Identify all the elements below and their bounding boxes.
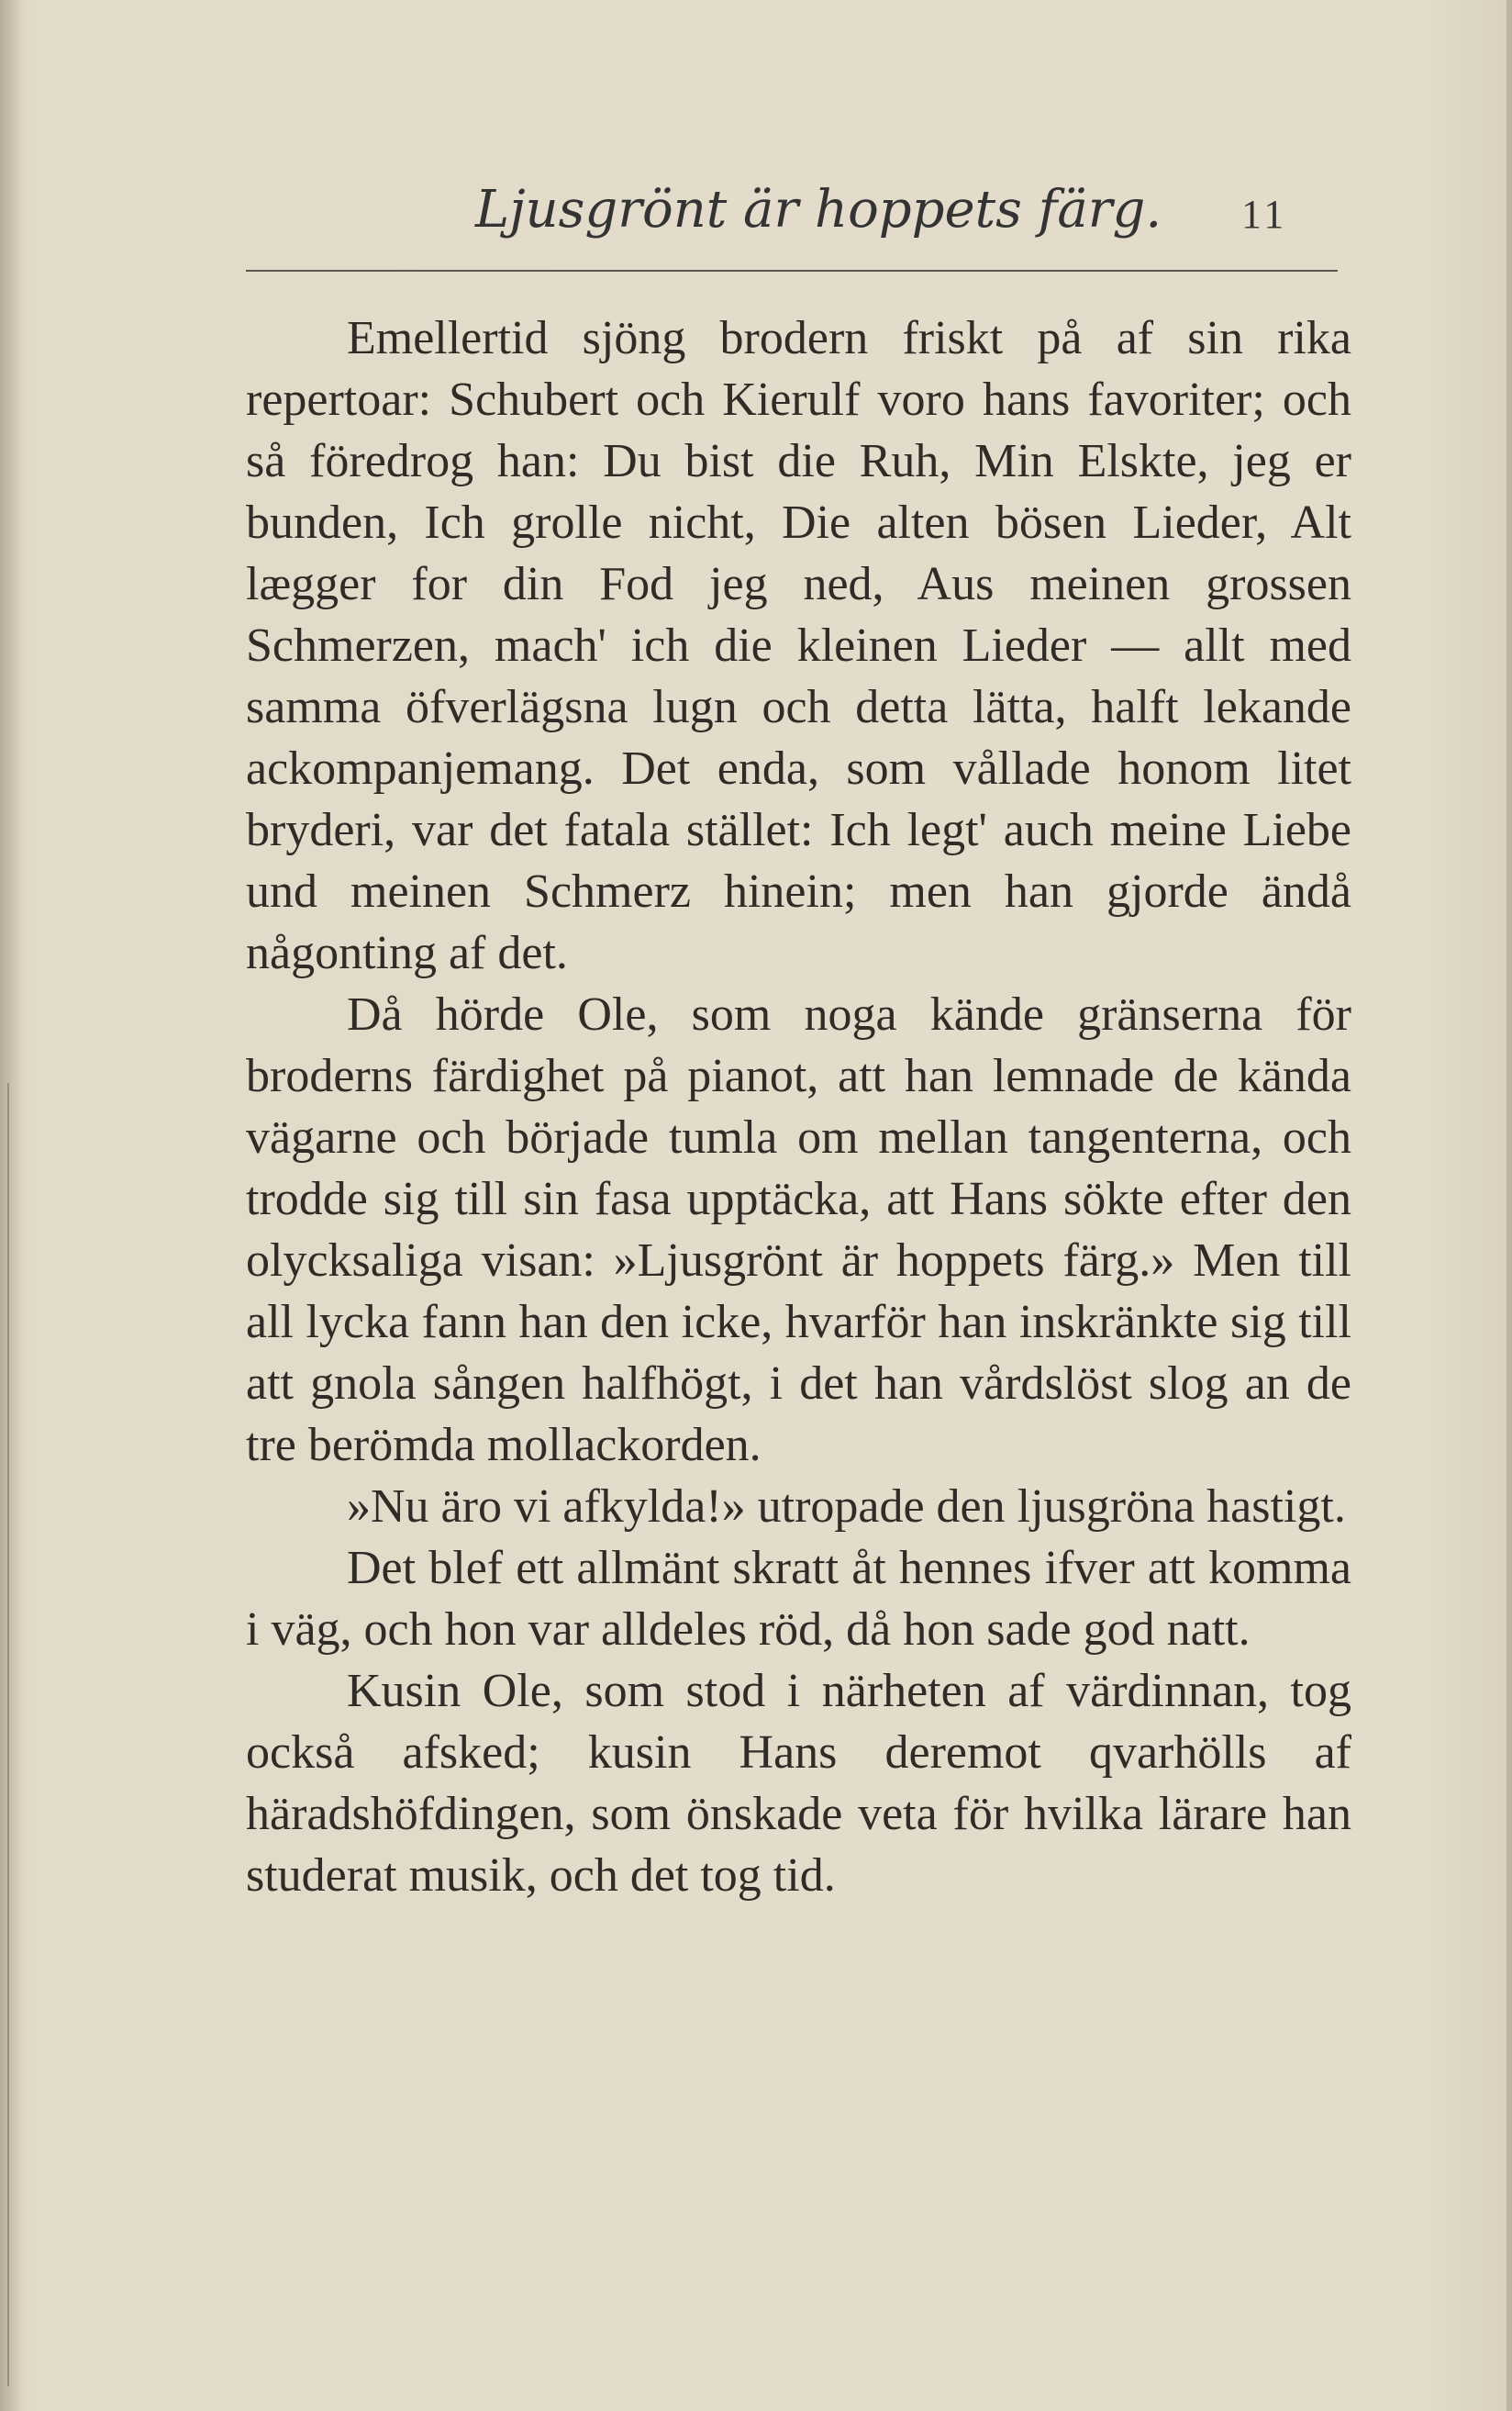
binding-edge [7,1083,9,2386]
binding-shadow [0,0,24,2411]
paragraph-3: »Nu äro vi afkylda!» utropade den ljusgröna hastigt. [347,1480,1346,1533]
page-edge [1506,0,1512,2411]
page-number: 11 [1241,192,1288,237]
body-text [246,307,1351,1906]
running-title: Ljusgrönt är hoppets färg. [475,180,1162,240]
header-rule [246,270,1338,272]
paragraph-1: Emellertid sjöng brodern friskt på af sin rika repertoar: Schubert och Kierulf voro hans favoriter; och så föredrog han: Du bist die Ruh, Min Elskte, jeg er bunden, Ich grolle nicht, Die alten bösen Lieder, Alt lægger for din Fod jeg ned, Aus meinen grossen Schmerzen, mach' ich die kleinen Lieder — allt med samma öfverlägsna lugn och detta lätta, halft lekande ackompanjemang. Det enda, som vållade honom litet bryderi, var det fatala stället: Ich legt' auch meine Liebe und meinen Schmerz hinein; men han gjorde ändå någonting af det. [246,312,1351,979]
paragraph-4: Det blef ett allmänt skratt åt hennes ifver att komma i väg, och hon var alldeles röd, då hon sade god natt. [246,1542,1351,1656]
paragraph-2: Då hörde Ole, som noga kände gränserna för broderns färdighet på pianot, att han lemnade de kända vägarne och började tumla om mellan tangenterna, och trodde sig till sin fasa upptäcka, att Hans sökte efter den olycksaliga visan: »Ljusgrönt är hoppets färg.» Men till all lycka fann han den icke, hvarför han inskränkte sig till att gnola sången halfhögt, i det han vårdslöst slog an de tre berömda mollackorden. [246,988,1351,1471]
paragraph-5: Kusin Ole, som stod i närheten af värdinnan, tog också afsked; kusin Hans deremot qvarhölls af häradshöfdingen, som önskade veta för hvilka lärare han studerat musik, och det tog tid. [246,1665,1351,1902]
running-head [246,180,1301,253]
